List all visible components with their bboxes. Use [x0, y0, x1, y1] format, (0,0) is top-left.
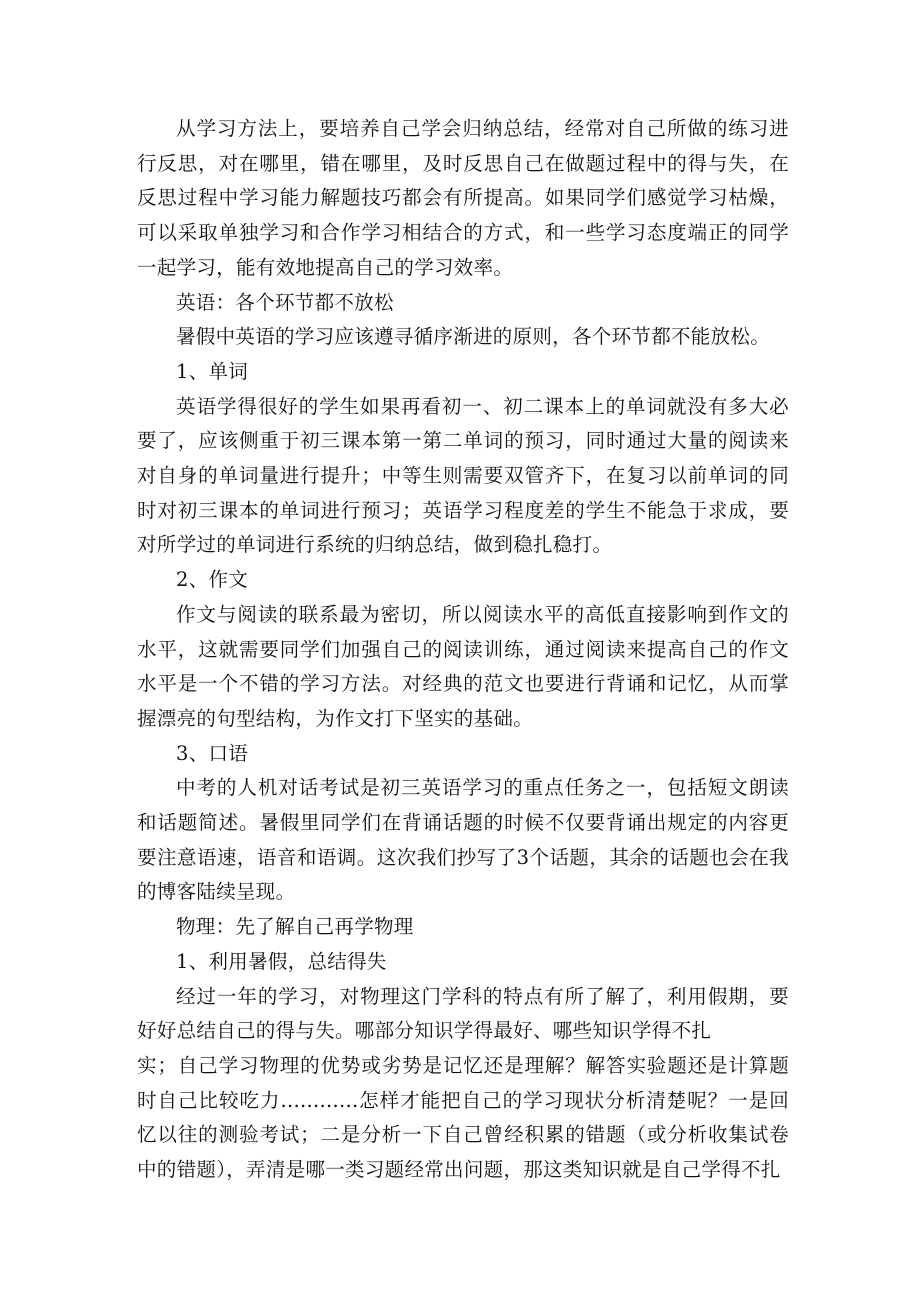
paragraph-oral: 中考的人机对话考试是初三英语学习的重点任务之一，包括短文朗读和话题简述。暑假里同学们在背诵话题的时候不仅要背诵出规定的内容更要注意语速，语音和语调。这次我们抄写了3个话题，其余的话题也会在我的博客陆续呈现。 [137, 776, 789, 904]
heading-vocabulary: 1、单词 [176, 359, 249, 383]
paragraph-physics-summary: 经过一年的学习，对物理这门学科的特点有所了解了，利用假期，要好好总结自己的得与失。哪部分知识学得最好、哪些知识学得不扎 [137, 984, 789, 1043]
heading-composition: 2、作文 [176, 568, 249, 592]
paragraph-english-intro: 暑假中英语的学习应该遵寻循序渐进的原则，各个环节都不能放松。 [176, 325, 771, 349]
document-body [137, 112, 789, 1188]
paragraph-physics-continued: 实；自己学习物理的优势或劣势是记忆还是理解？解答实验题还是计算题时自己比较吃力............怎样才能把自己的学习现状分析清楚呢？一是回忆以往的测验考试；二是分析一下自己曾经积累的错题（或分析收集试卷中的错题），弄清是哪一类习题经常出问题，那这类知识就是自己学得不扎 [137, 1053, 789, 1182]
heading-english: 英语：各个环节都不放松 [176, 290, 394, 314]
heading-physics: 物理：先了解自己再学物理 [176, 915, 414, 939]
heading-physics-summary: 1、利用暑假，总结得失 [176, 949, 387, 973]
paragraph-study-method: 从学习方法上，要培养自己学会归纳总结，经常对自己所做的练习进行反思，对在哪里，错在哪里，及时反思自己在做题过程中的得与失，在反思过程中学习能力解题技巧都会有所提高。如果同学们感觉学习枯燥，可以采取单独学习和合作学习相结合的方式，和一些学习态度端正的同学一起学习，能有效地提高自己的学习效率。 [137, 117, 789, 279]
heading-oral: 3、口语 [176, 741, 249, 765]
paragraph-vocabulary: 英语学得很好的学生如果再看初一、初二课本上的单词就没有多大必要了，应该侧重于初三课本第一第二单词的预习，同时通过大量的阅读来对自身的单词量进行提升；中等生则需要双管齐下，在复习以前单词的同时对初三课本的单词进行预习；英语学习程度差的学生不能急于求成，要对所学过的单词进行系统的归纳总结，做到稳扎稳打。 [137, 394, 789, 557]
paragraph-composition: 作文与阅读的联系最为密切，所以阅读水平的高低直接影响到作文的水平，这就需要同学们加强自己的阅读训练，通过阅读来提高自己的作文水平是一个不错的学习方法。对经典的范文也要进行背诵和记忆，从而掌握漂亮的句型结构，为作文打下坚实的基础。 [137, 602, 789, 730]
